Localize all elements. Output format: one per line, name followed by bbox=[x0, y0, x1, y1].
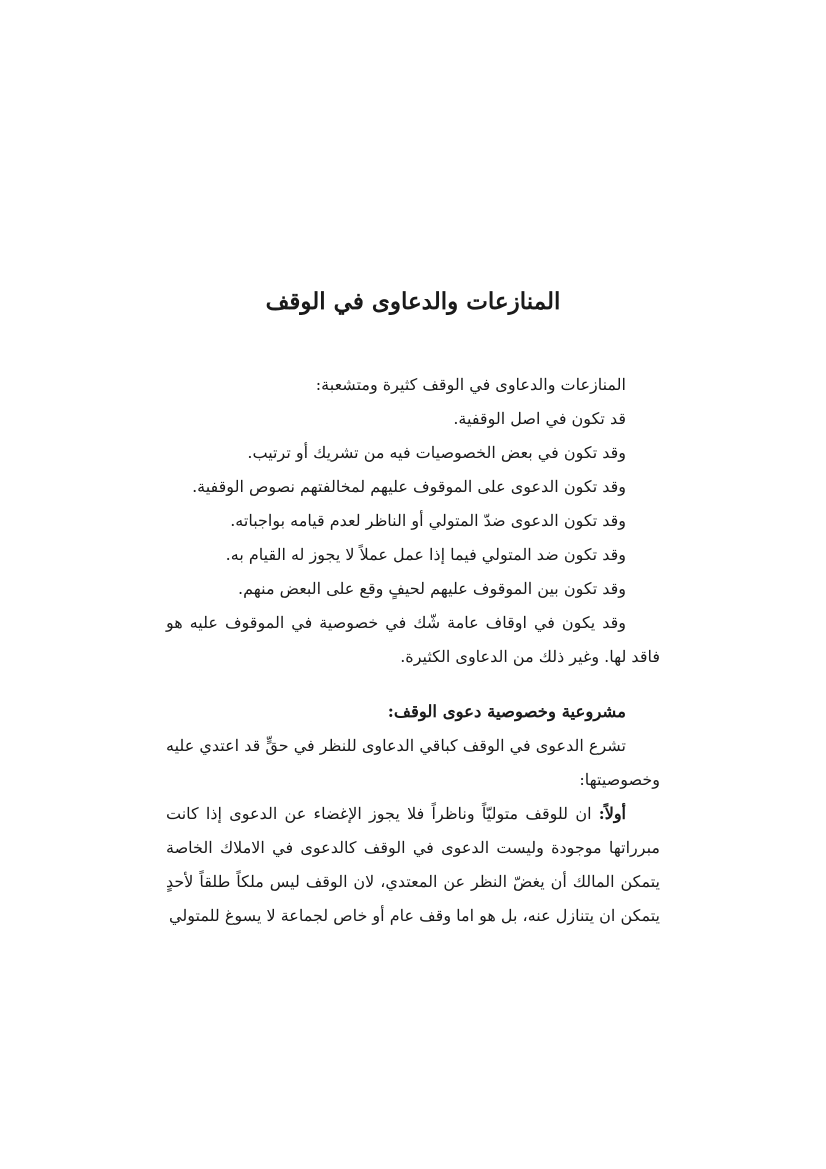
section-paragraph-first-point bbox=[166, 797, 660, 933]
intro-line: وقد تكون في بعض الخصوصيات فيه من تشريك أو ترتيب. bbox=[247, 443, 626, 462]
point-text: ان للوقف متوليّاً وناظراً فلا يجوز الإغضاء عن الدعوى إذا كانت مبرراتها موجودة وليست الدعوى في الوقف كالدعوى في الاملاك الخاصة يتمكن المالك أن يغضّ النظر عن المعتدي، لان الوقف ليس ملكاً طلقاً لأحدٍ يتمكن ان يتنازل عنه، بل هو اما وقف عام أو خاص لجماعة لا يسوغ للمتولي bbox=[166, 804, 660, 925]
intro-line: وقد تكون الدعوى على الموقوف عليهم لمخالفتهم نصوص الوقفية. bbox=[192, 477, 626, 496]
intro-line: وقد يكون في اوقاف عامة شّك في خصوصية في الموقوف عليه هو فاقد لها. وغير ذلك من الدعاوى الكثيرة. bbox=[166, 613, 660, 666]
point-label: أولاً: bbox=[598, 804, 626, 823]
intro-line: قد تكون في اصل الوقفية. bbox=[453, 409, 626, 428]
intro-line: وقد تكون ضد المتولي فيما إذا عمل عملاً لا يجوز له القيام به. bbox=[225, 545, 626, 564]
section-heading: مشروعية وخصوصية دعوى الوقف: bbox=[387, 702, 626, 721]
intro-line: المنازعات والدعاوى في الوقف كثيرة ومتشعبة: bbox=[315, 375, 626, 394]
intro-line: وقد تكون بين الموقوف عليهم لحيفٍ وقع على البعض منهم. bbox=[238, 579, 626, 598]
section-paragraph: تشرع الدعوى في الوقف كباقي الدعاوى للنظر في حقٍّ قد اعتدي عليه وخصوصيتها: bbox=[166, 736, 660, 789]
body-text bbox=[166, 368, 660, 933]
intro-line: وقد تكون الدعوى ضدّ المتولي أو الناظر لعدم قيامه بواجباته. bbox=[230, 511, 626, 530]
page-title: المنازعات والدعاوى في الوقف bbox=[265, 288, 561, 315]
